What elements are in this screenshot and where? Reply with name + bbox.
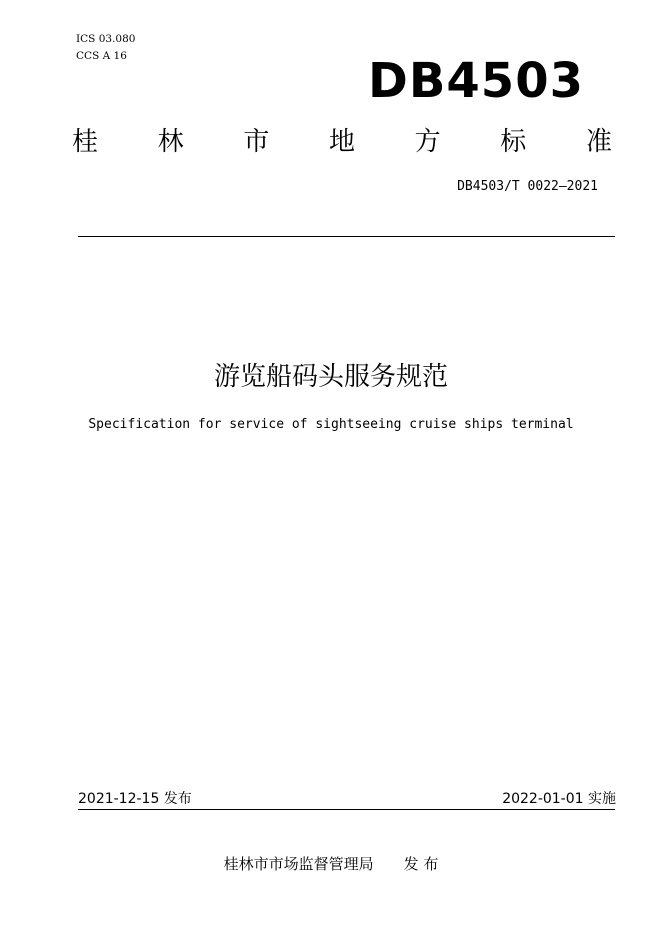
standard-type-char: 林 bbox=[157, 127, 184, 157]
ccs-code: CCS A 16 bbox=[76, 50, 127, 62]
publisher-action: 发 布 bbox=[403, 855, 439, 873]
title-english: Specification for service of sightseeing cruise ships terminal bbox=[88, 417, 574, 432]
publisher-name: 桂林市市场监督管理局 bbox=[223, 855, 374, 873]
standard-type-char: 准 bbox=[585, 127, 612, 157]
bottom-divider bbox=[78, 809, 615, 810]
standard-number: DB4503/T 0022—2021 bbox=[457, 179, 598, 194]
standard-type-char: 桂 bbox=[72, 127, 99, 157]
implementation-date: 2022-01-01 实施 bbox=[502, 791, 616, 807]
standard-type-char: 方 bbox=[414, 127, 441, 157]
issue-date: 2021-12-15 发布 bbox=[78, 791, 192, 807]
standard-type-char: 标 bbox=[500, 127, 527, 157]
title-chinese: 游览船码头服务规范 bbox=[213, 362, 448, 392]
standard-type-char: 市 bbox=[243, 127, 270, 157]
top-divider bbox=[78, 236, 615, 237]
standard-type-char: 地 bbox=[328, 127, 355, 157]
db-logo: DB4503 bbox=[367, 53, 584, 109]
standard-type-heading bbox=[72, 124, 612, 160]
publisher-line bbox=[0, 853, 662, 875]
ics-code: ICS 03.080 bbox=[76, 33, 136, 45]
